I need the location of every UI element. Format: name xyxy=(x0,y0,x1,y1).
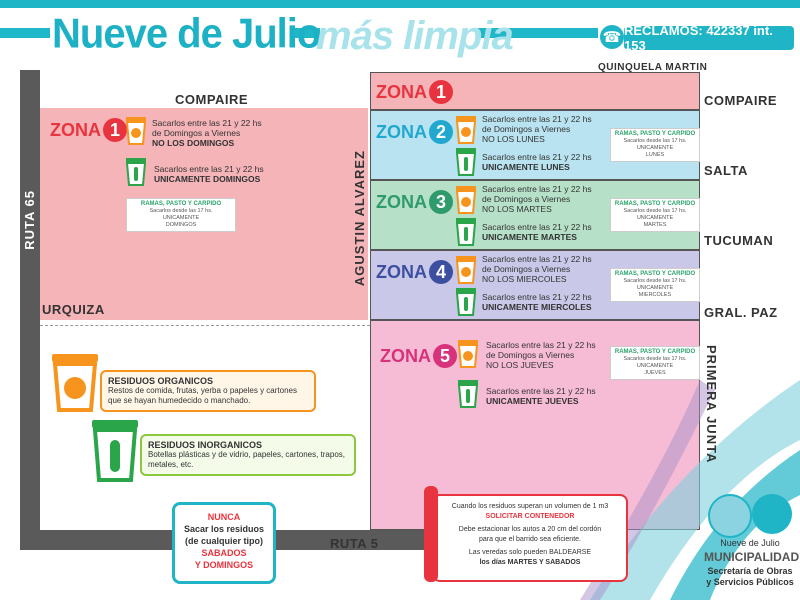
nunca-l2: Sacar los residuos xyxy=(183,524,265,534)
zone4-number: 4 xyxy=(429,260,453,284)
ramas-line1: Sacarlos desde las 17 hs. xyxy=(149,208,213,214)
zone5-text3: NO LOS JUEVES xyxy=(486,360,554,370)
zone3-text5: UNICAMENTE MARTES xyxy=(482,232,577,242)
zone5-ramas-box xyxy=(610,346,700,380)
footer-muni: MUNICIPALIDAD xyxy=(704,550,800,564)
organic-text: Restos de comida, frutas, yerba o papeles y cartones que se hayan humedecido o manchado. xyxy=(108,386,297,405)
organic-bin-icon xyxy=(454,114,478,144)
street-compaire-left: COMPAIRE xyxy=(175,92,249,107)
street-ruta5: RUTA 5 xyxy=(330,536,379,551)
info-l5: Las veredas solo pueden BALDEARSE xyxy=(468,549,592,556)
zone1-ramas-box xyxy=(126,198,236,232)
zone5-text-b xyxy=(486,386,611,406)
nunca-l4: SABADOS xyxy=(201,548,247,558)
street-primera-junta: PRIMERA JUNTA xyxy=(704,345,719,464)
zone3-ramas-box xyxy=(610,198,700,232)
zone5-text xyxy=(486,340,611,370)
zone2-label xyxy=(376,120,453,144)
inorganic-bin-icon xyxy=(454,286,478,316)
zone3-text3: NO LOS MARTES xyxy=(482,204,552,214)
inorganic-legend xyxy=(140,434,356,476)
zone5-text1: Sacarlos entre las 21 y 22 hs xyxy=(486,340,596,350)
municipal-logo-icon xyxy=(752,494,792,534)
title-main: Nueve de Julio xyxy=(52,10,321,58)
organic-bin-icon xyxy=(454,184,478,214)
header-stripe-left xyxy=(0,28,50,38)
street-ruta65: RUTA 65 xyxy=(22,190,37,250)
street-quinquela: QUINQUELA MARTIN xyxy=(598,62,708,73)
ramas-line1: Sacarlos desde las 17 hs. xyxy=(623,208,687,214)
organic-bin-icon xyxy=(454,254,478,284)
footer-sec1: Secretaría de Obras xyxy=(707,566,793,576)
zone2-text2: de Domingos a Viernes xyxy=(482,124,571,134)
zone4-text-b xyxy=(482,292,607,312)
zone4-ramas-box xyxy=(610,268,700,302)
info-l2: SOLICITAR CONTENEDOR xyxy=(485,512,575,520)
zone5-text5: UNICAMENTE JUEVES xyxy=(486,396,579,406)
zone2-text4: Sacarlos entre las 21 y 22 hs xyxy=(482,152,592,162)
organic-legend xyxy=(100,370,316,412)
zone1-text2: de Domingos a Viernes xyxy=(152,128,241,138)
zone3-text2: de Domingos a Viernes xyxy=(482,194,571,204)
info-l3: Debe estacionar los autos a 20 cm del cordón xyxy=(458,526,602,533)
zone1-top-label-text: ZONA xyxy=(376,81,427,102)
ramas-line2: UNICAMENTE xyxy=(162,215,200,221)
ramas-line2: UNICAMENTE xyxy=(636,285,674,291)
zone4-text3: NO LOS MIERCOLES xyxy=(482,274,567,284)
ramas-title: RAMAS, PASTO Y CARPIDO xyxy=(614,271,696,277)
nunca-box xyxy=(172,502,276,584)
zone3-text-b xyxy=(482,222,607,242)
zone1-top-number: 1 xyxy=(429,80,453,104)
zone2-text1: Sacarlos entre las 21 y 22 hs xyxy=(482,114,592,124)
zone4-text1: Sacarlos entre las 21 y 22 hs xyxy=(482,254,592,264)
nunca-l5: Y DOMINGOS xyxy=(194,560,254,570)
organic-title: RESIDUOS ORGANICOS xyxy=(108,376,214,386)
title-accent: más limpia xyxy=(316,14,513,58)
inorganic-title: RESIDUOS INORGANICOS xyxy=(148,440,263,450)
zone1-label xyxy=(50,118,127,142)
zone2-text5: UNICAMENTE LUNES xyxy=(482,162,570,172)
ramas-line2: UNICAMENTE xyxy=(636,145,674,151)
zone1-text4: Sacarlos entre las 21 y 22 hs xyxy=(154,164,264,174)
ramas-line3: LUNES xyxy=(645,152,665,158)
ramas-line3: MARTES xyxy=(643,222,667,228)
street-salta: SALTA xyxy=(704,163,748,178)
inorganic-text: Botellas plásticas y de vidrio, papeles, cartones, trapos, metales, etc. xyxy=(148,450,345,469)
zone1-text xyxy=(152,118,312,148)
ruta65-road xyxy=(20,70,40,550)
info-l4: para que el barrido sea eficiente. xyxy=(479,535,581,543)
zone4-text5: UNICAMENTE MIERCOLES xyxy=(482,302,592,312)
ramas-title: RAMAS, PASTO Y CARPIDO xyxy=(614,349,696,355)
zone1-text3: NO LOS DOMINGOS xyxy=(152,138,235,148)
ramas-line1: Sacarlos desde las 17 hs. xyxy=(623,278,687,284)
zone4-text4: Sacarlos entre las 21 y 22 hs xyxy=(482,292,592,302)
zone3-text4: Sacarlos entre las 21 y 22 hs xyxy=(482,222,592,232)
zone3-text1: Sacarlos entre las 21 y 22 hs xyxy=(482,184,592,194)
zone5-text2: de Domingos a Viernes xyxy=(486,350,575,360)
zone5-label-text: ZONA xyxy=(380,345,431,366)
inorganic-legend-bin-icon xyxy=(90,418,140,482)
ramas-line3: MIERCOLES xyxy=(638,292,672,298)
zone2-text-b xyxy=(482,152,607,172)
zone2-text3: NO LOS LUNES xyxy=(482,134,545,144)
zone1-text5: UNICAMENTE DOMINGOS xyxy=(154,174,261,184)
nunca-l3: (de cualquier tipo) xyxy=(184,536,263,546)
street-compaire-right: COMPAIRE xyxy=(704,93,778,108)
exclamation-icon xyxy=(424,486,438,582)
zone4-text xyxy=(482,254,607,284)
zone1-text-b xyxy=(154,164,314,184)
zone2-text xyxy=(482,114,607,144)
zone4-label xyxy=(376,260,453,284)
street-gral-paz: GRAL. PAZ xyxy=(704,305,778,320)
zone5-text4: Sacarlos entre las 21 y 22 hs xyxy=(486,386,596,396)
zone3-label-text: ZONA xyxy=(376,191,427,212)
ramas-line1: Sacarlos desde las 17 hs. xyxy=(623,138,687,144)
zone1-top-label xyxy=(376,80,453,104)
town-logo-icon xyxy=(708,494,752,538)
inorganic-bin-icon xyxy=(454,146,478,176)
nunca-l1: NUNCA xyxy=(207,512,241,522)
ramas-line2: UNICAMENTE xyxy=(636,363,674,369)
ramas-line1: Sacarlos desde las 17 hs. xyxy=(623,356,687,362)
zone1-number: 1 xyxy=(103,118,127,142)
ramas-line3: DOMINGOS xyxy=(165,222,197,228)
inorganic-bin-icon xyxy=(454,216,478,246)
street-agustin: AGUSTIN ALVAREZ xyxy=(352,150,367,287)
info-l1: Cuando los residuos superan un volumen de 1 m3 xyxy=(451,503,609,510)
zone4-label-text: ZONA xyxy=(376,261,427,282)
zone3-label xyxy=(376,190,453,214)
inorganic-bin-icon xyxy=(124,156,148,186)
zone1-text1: Sacarlos entre las 21 y 22 hs xyxy=(152,118,262,128)
zone5-label xyxy=(380,344,457,368)
zone2-label-text: ZONA xyxy=(376,121,427,142)
zone2-number: 2 xyxy=(429,120,453,144)
zone5-number: 5 xyxy=(433,344,457,368)
street-urquiza: URQUIZA xyxy=(42,302,105,317)
organic-legend-bin-icon xyxy=(50,352,100,412)
info-box xyxy=(432,494,628,582)
ramas-title: RAMAS, PASTO Y CARPIDO xyxy=(614,201,696,207)
footer-town: Nueve de Julio xyxy=(720,538,780,548)
ramas-title: RAMAS, PASTO Y CARPIDO xyxy=(140,201,222,207)
phone-icon: ☎ xyxy=(600,25,624,49)
organic-bin-icon xyxy=(124,115,148,145)
zone3-text xyxy=(482,184,607,214)
zone4-text2: de Domingos a Viernes xyxy=(482,264,571,274)
ramas-line2: UNICAMENTE xyxy=(636,215,674,221)
zone3-number: 3 xyxy=(429,190,453,214)
organic-bin-icon xyxy=(456,338,480,368)
inorganic-bin-icon xyxy=(456,378,480,408)
street-tucuman: TUCUMAN xyxy=(704,233,774,248)
zone1-label-text: ZONA xyxy=(50,119,101,140)
ramas-title: RAMAS, PASTO Y CARPIDO xyxy=(614,131,696,137)
zone2-ramas-box xyxy=(610,128,700,162)
ramas-line3: JUEVES xyxy=(644,370,666,376)
reclamos-badge: RECLAMOS: 422337 int. 153 xyxy=(624,26,794,50)
info-l6: los días MARTES Y SABADOS xyxy=(479,558,581,566)
top-bar xyxy=(0,0,800,8)
footer-sec2: y Servicios Públicos xyxy=(706,577,794,587)
